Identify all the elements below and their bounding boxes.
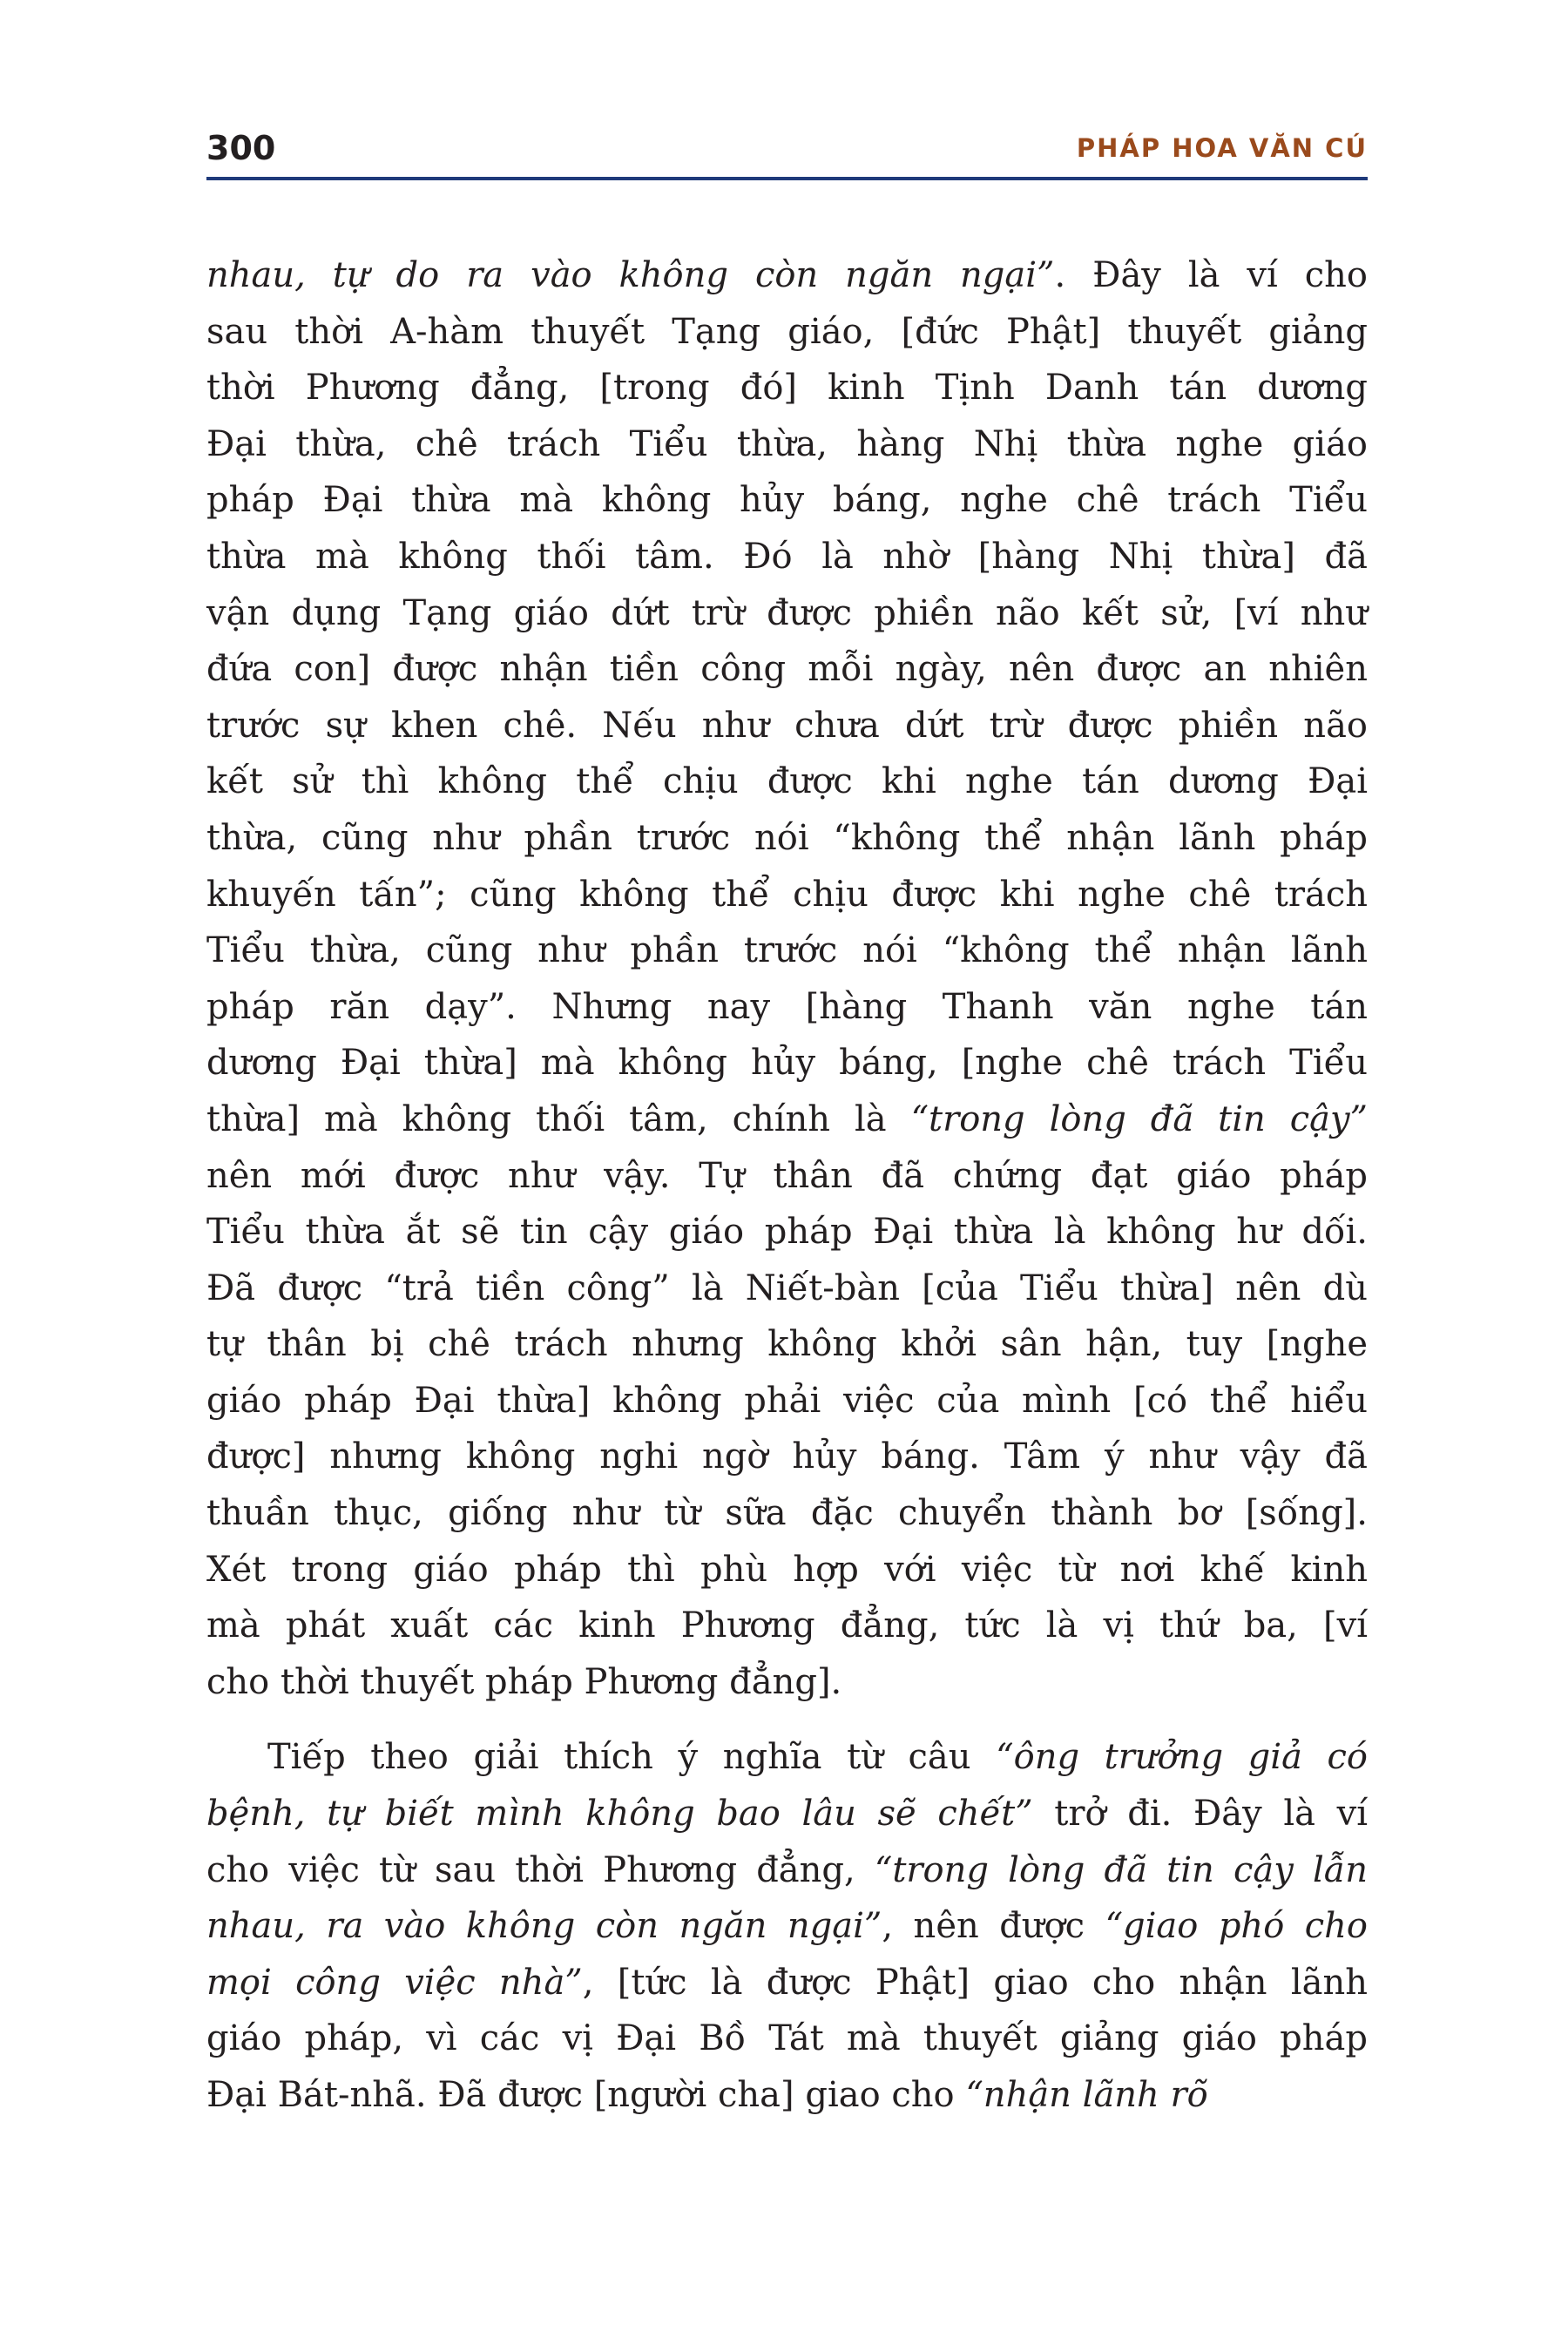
text-run: kết sử thì không thể chịu được khi nghe tán dương Đại xyxy=(206,761,1368,802)
text-run: pháp Đại thừa mà không hủy báng, nghe chê trách Tiểu xyxy=(206,480,1368,521)
text-line xyxy=(206,1898,1368,1955)
text-line xyxy=(206,810,1368,867)
text-run: giáo pháp Đại thừa] không phải việc của mình [có thể hiểu xyxy=(206,1380,1368,1421)
text-run: mà phát xuất các kinh Phương đẳng, tức là vị thứ ba, [ví xyxy=(206,1605,1368,1646)
text-run: Tiếp theo giải thích ý nghĩa từ câu xyxy=(267,1737,997,1778)
text-run: được] nhưng không nghi ngờ hủy báng. Tâm ý như vậy đã xyxy=(206,1436,1368,1477)
paragraph-2 xyxy=(206,1729,1368,2123)
text-run: Đại thừa, chê trách Tiểu thừa, hàng Nhị thừa nghe giáo xyxy=(206,423,1368,464)
text-line xyxy=(206,641,1368,698)
italic-quote: “giao phó cho xyxy=(1105,1906,1368,1947)
text-run: nên mới được như vậy. Tự thân đã chứng đạt giáo pháp xyxy=(206,1155,1368,1196)
text-run: Tiểu thừa, cũng như phần trước nói “không thể nhận lãnh xyxy=(206,930,1368,971)
text-line xyxy=(206,1955,1368,2011)
text-line xyxy=(206,754,1368,810)
text-line xyxy=(206,698,1368,754)
text-line xyxy=(206,1373,1368,1429)
text-line xyxy=(206,416,1368,473)
paragraph-gap xyxy=(206,1710,1368,1729)
text-run: khuyến tấn”; cũng không thể chịu được khi nghe chê trách xyxy=(206,874,1368,915)
text-line xyxy=(206,2011,1368,2067)
italic-quote: nhau, tự do ra vào không còn ngăn ngại” xyxy=(206,255,1055,295)
text-line xyxy=(206,1204,1368,1260)
text-run: thời Phương đẳng, [trong đó] kinh Tịnh Danh tán dương xyxy=(206,368,1368,409)
page-body xyxy=(206,247,1368,2124)
text-line xyxy=(206,529,1368,585)
header-rule xyxy=(206,177,1368,180)
italic-quote: “ông trưởng giả có xyxy=(996,1737,1368,1778)
italic-quote: bệnh, tự biết mình không bao lâu sẽ chết” xyxy=(206,1794,1033,1835)
text-run: vận dụng Tạng giáo dứt trừ được phiền não kết sử, [ví như xyxy=(206,592,1368,633)
text-line xyxy=(206,1729,1368,1786)
text-line xyxy=(206,1260,1368,1317)
text-line xyxy=(206,1786,1368,1842)
text-run: đứa con] được nhận tiền công mỗi ngày, nên được an nhiên xyxy=(206,649,1368,690)
text-run: Xét trong giáo pháp thì phù hợp với việc từ nơi khế kinh xyxy=(206,1549,1368,1590)
text-run: Đại Bát-nhã. Đã được [người cha] giao cho xyxy=(206,2075,966,2115)
italic-quote: nhau, ra vào không còn ngăn ngại” xyxy=(206,1906,882,1947)
text-line xyxy=(206,2067,1368,2124)
page-number: 300 xyxy=(206,129,276,167)
text-run: , nên được xyxy=(882,1906,1105,1947)
text-run: cho thời thuyết pháp Phương đẳng]. xyxy=(206,1661,842,1702)
text-line xyxy=(206,1035,1368,1092)
text-line xyxy=(206,472,1368,529)
text-run: dương Đại thừa] mà không hủy báng, [nghe chê trách Tiểu xyxy=(206,1043,1368,1084)
text-run: thừa] mà không thối tâm, chính là xyxy=(206,1098,911,1139)
text-run: Tiểu thừa ắt sẽ tin cậy giáo pháp Đại thừa là không hư dối. xyxy=(206,1212,1368,1253)
text-line xyxy=(206,1316,1368,1373)
text-line xyxy=(206,1148,1368,1205)
text-run: cho việc từ sau thời Phương đẳng, xyxy=(206,1849,875,1890)
text-run: Đã được “trả tiền công” là Niết-bàn [của Tiểu thừa] nên dù xyxy=(206,1267,1368,1308)
text-line xyxy=(206,1842,1368,1899)
text-line xyxy=(206,979,1368,1036)
italic-quote: “trong lòng đã tin cậy lẫn xyxy=(874,1849,1369,1890)
text-line xyxy=(206,1542,1368,1598)
text-line xyxy=(206,1654,1368,1711)
running-title: PHÁP HOA VĂN CÚ xyxy=(1076,133,1368,163)
text-run: pháp răn dạy”. Nhưng nay [hàng Thanh văn nghe tán xyxy=(206,986,1368,1027)
text-run: giáo pháp, vì các vị Đại Bồ Tát mà thuyết giảng giáo pháp xyxy=(206,2018,1368,2059)
text-line xyxy=(206,923,1368,979)
text-run: thừa mà không thối tâm. Đó là nhờ [hàng Nhị thừa] đã xyxy=(206,536,1368,577)
text-run: thuần thục, giống như từ sữa đặc chuyển thành bơ [sống]. xyxy=(206,1493,1368,1534)
page-header xyxy=(206,122,1368,174)
text-run: thừa, cũng như phần trước nói “không thể nhận lãnh pháp xyxy=(206,817,1368,858)
text-line xyxy=(206,867,1368,923)
italic-quote: “nhận lãnh rõ xyxy=(965,2075,1208,2115)
text-run: trở đi. Đây là ví xyxy=(1032,1794,1368,1835)
paragraph-1 xyxy=(206,247,1368,1710)
text-line xyxy=(206,1092,1368,1148)
text-line xyxy=(206,1485,1368,1542)
italic-quote: mọi công việc nhà” xyxy=(206,1962,583,2003)
text-run: trước sự khen chê. Nếu như chưa dứt trừ được phiền não xyxy=(206,705,1368,746)
text-line xyxy=(206,1598,1368,1654)
text-line xyxy=(206,247,1368,304)
italic-quote: “trong lòng đã tin cậy” xyxy=(910,1098,1368,1139)
text-line xyxy=(206,585,1368,642)
text-line xyxy=(206,360,1368,416)
text-run: sau thời A-hàm thuyết Tạng giáo, [đức Phật] thuyết giảng xyxy=(206,311,1368,352)
text-line xyxy=(206,304,1368,361)
text-line xyxy=(206,1429,1368,1485)
text-run: tự thân bị chê trách nhưng không khởi sân hận, tuy [nghe xyxy=(206,1324,1368,1365)
text-run: . Đây là ví cho xyxy=(1054,255,1368,295)
text-run: , [tức là được Phật] giao cho nhận lãnh xyxy=(582,1962,1369,2003)
